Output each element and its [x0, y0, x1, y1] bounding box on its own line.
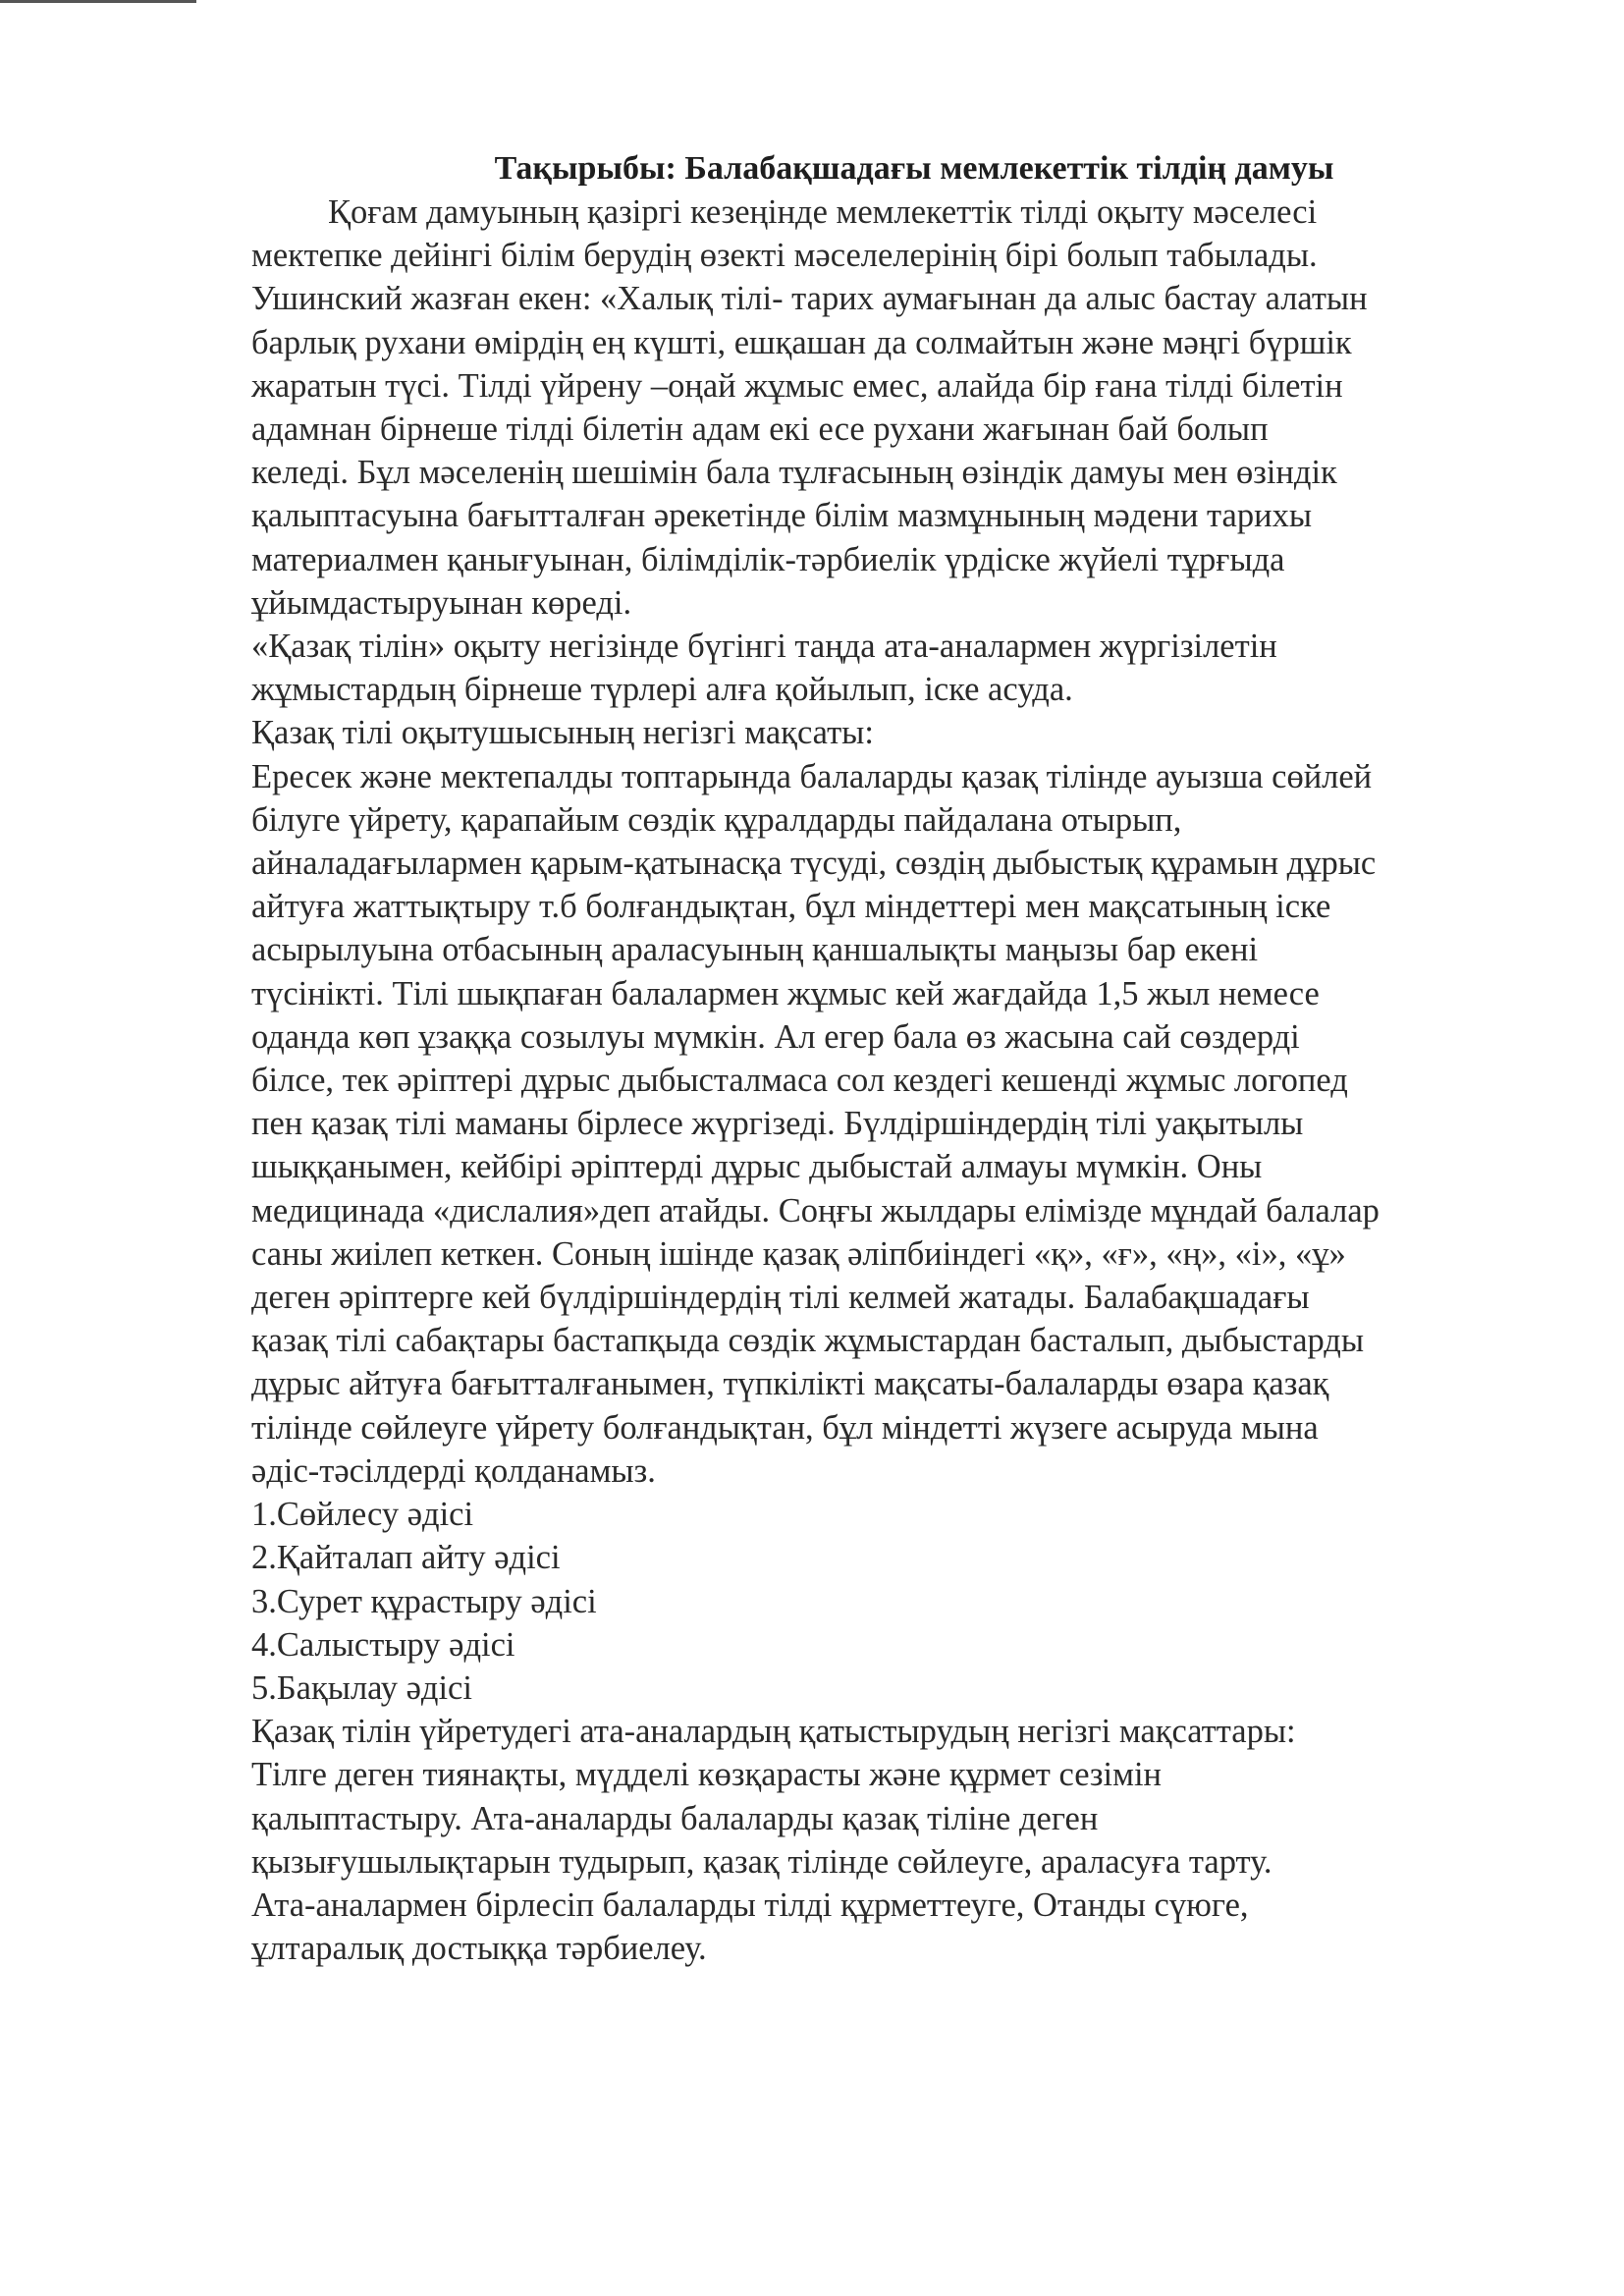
text-line: Ушинский жазған екен: «Халық тілі- тарих аумағынан да алыс бастау алатын: [251, 280, 1368, 318]
text-line: тілінде сөйлеуге үйрету болғандықтан, бұл міндетті жүзеге асыруда мына: [251, 1408, 1319, 1447]
document-title: Тақырыбы: Балабақшадағы мемлекеттік тілдің дамуы: [494, 150, 1334, 187]
text-line: Ересек және мектепалды топтарында балаларды қазақ тілінде ауызша сөйлей: [251, 757, 1373, 795]
text-line: түсінікті. Тілі шықпаған балалармен жұмыс кей жағдайда 1,5 жыл немесе: [251, 974, 1320, 1012]
text-line: барлық рухани өмірдің ең күшті, ешқашан да солмайтын және мәңгі бүршік: [251, 323, 1352, 361]
text-line: қалыптасуына бағытталған әрекетінде білім мазмұнының мәдени тарихы: [251, 497, 1313, 535]
text-line: Қоғам дамуының қазіргі кезеңінде мемлекеттік тілді оқыту мәселесі: [328, 193, 1318, 231]
methods-list: [251, 1493, 1459, 1710]
list-item: 5.Бақылау әдісі: [251, 1668, 472, 1707]
text-line: жұмыстардың бірнеше түрлері алға қойылып, іске асуда.: [251, 671, 1073, 709]
document-page: [251, 147, 1459, 1970]
text-line: медицинада «дислалия»деп атайды. Соңғы жылдары елімізде мұндай балалар: [251, 1191, 1380, 1230]
scan-edge-mark: [0, 0, 196, 3]
intro-paragraph: [251, 191, 1459, 1493]
text-line: асырылуына отбасының араласуының қаншалықты маңызы бар екені: [251, 931, 1259, 969]
text-line: дұрыс айтуға бағытталғанымен, түпкілікті мақсаты-балаларды өзара қазақ: [251, 1365, 1329, 1403]
closing-paragraph: [251, 1710, 1459, 1970]
text-line: мектепке дейінгі білім берудің өзекті мәселелерінің бірі болып табылады.: [251, 237, 1318, 275]
text-line: ұйымдастыруынан көреді.: [251, 583, 632, 622]
text-line: Ата-аналармен бірлесіп балаларды тілді құрметтеуге, Отанды сүюге,: [251, 1886, 1249, 1924]
text-line: саны жиілеп кеткен. Соның ішінде қазақ әліпбиіндегі «қ», «ғ», «ң», «і», «ұ»: [251, 1234, 1346, 1273]
list-item: 2.Қайталап айту әдісі: [251, 1539, 561, 1577]
text-line: айналадағылармен қарым-қатынасқа түсуді, сөздің дыбыстық құрамын дұрыс: [251, 845, 1377, 883]
text-line: материалмен қанығуынан, білімділік-тәрбиелік үрдіске жүйелі тұрғыда: [251, 540, 1285, 578]
text-line: оданда көп ұзаққа созылуы мүмкін. Ал егер бала өз жасына сай сөздерді: [251, 1017, 1300, 1056]
text-line: жаратын түсі. Тілді үйрену –оңай жұмыс емес, алайда бір ғана тілді білетін: [251, 366, 1343, 405]
text-line: адамнан бірнеше тілді білетін адам екі есе рухани жағынан бай болып: [251, 410, 1269, 449]
text-line: пен қазақ тілі маманы бірлесе жүргізеді. Бүлдіршіндердің тілі уақытылы: [251, 1105, 1304, 1143]
text-line: келеді. Бұл мәселенің шешімін бала тұлғасының өзіндік дамуы мен өзіндік: [251, 454, 1337, 492]
list-item: 1.Сөйлесу әдісі: [251, 1496, 474, 1534]
text-line: білсе, тек әріптері дұрыс дыбысталмаса сол кездегі кешенді жұмыс логопед: [251, 1062, 1348, 1100]
text-line: Тілге деген тиянақты, мүдделі көзқарасты және құрмет сезімін: [251, 1756, 1163, 1794]
text-line: деген әріптерге кей бүлдіршіндердің тілі келмей жатады. Балабақшадағы: [251, 1279, 1310, 1317]
list-item: 3.Сурет құрастыру әдісі: [251, 1582, 597, 1620]
text-line: қалыптастыру. Ата-аналарды балаларды қазақ тіліне деген: [251, 1799, 1099, 1837]
text-line: ұлтаралық достыққа тәрбиелеу.: [251, 1930, 707, 1968]
text-line: әдіс-тәсілдерді қолданамыз.: [251, 1451, 656, 1490]
text-line: Қазақ тілін үйретудегі ата-аналардың қатыстырудың негізгі мақсаттары:: [251, 1713, 1296, 1751]
text-line: «Қазақ тілін» оқыту негізінде бүгінгі таңда ата-аналармен жүргізілетін: [251, 628, 1277, 666]
text-line: білуге үйрету, қарапайым сөздік құралдарды пайдалана отырып,: [251, 800, 1182, 839]
list-item: 4.Салыстыру әдісі: [251, 1625, 515, 1664]
text-line: Қазақ тілі оқытушысының негізгі мақсаты:: [251, 714, 874, 752]
text-line: қызығушылықтарын тудырып, қазақ тілінде сөйлеуге, араласуға тарту.: [251, 1842, 1272, 1881]
text-line: айтуға жаттықтыру т.б болғандықтан, бұл міндеттері мен мақсатының іске: [251, 888, 1331, 926]
text-line: қазақ тілі сабақтары бастапқыда сөздік жұмыстардан басталып, дыбыстарды: [251, 1322, 1365, 1360]
text-line: шыққанымен, кейбірі әріптерді дұрыс дыбыстай алмауы мүмкін. Оны: [251, 1148, 1263, 1186]
